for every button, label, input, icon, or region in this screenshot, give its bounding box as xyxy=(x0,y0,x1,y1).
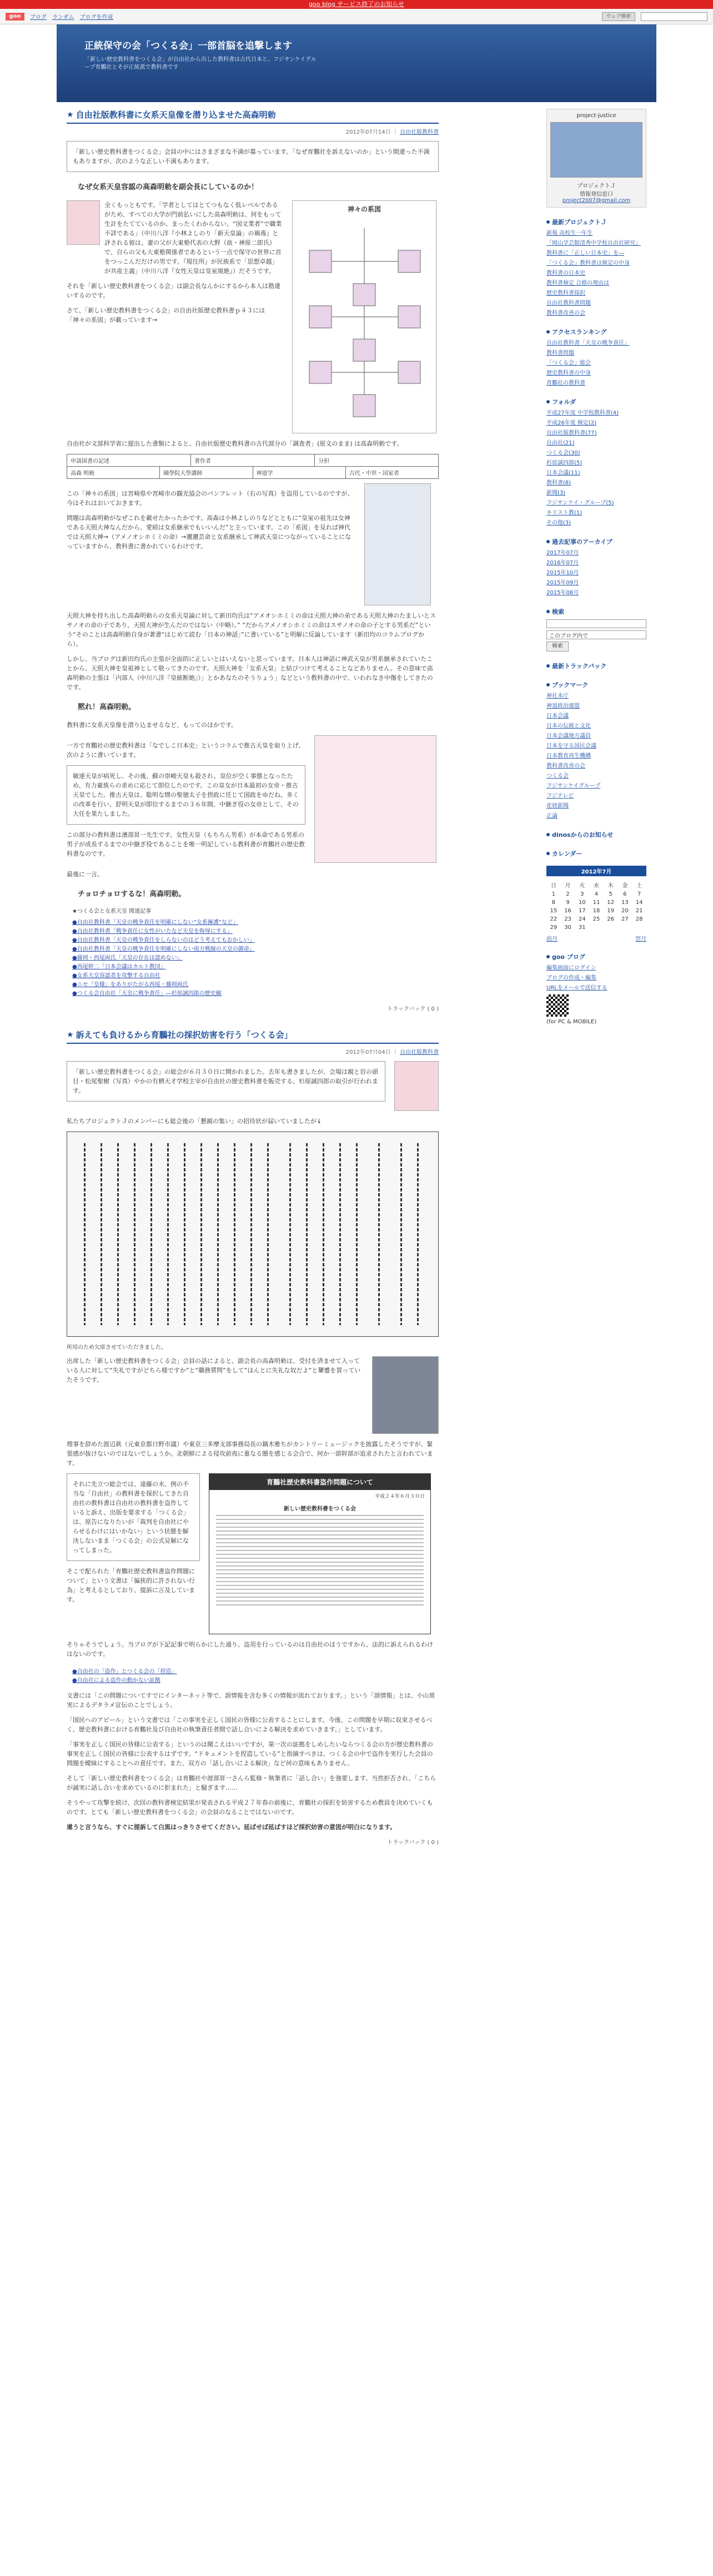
ranking-link[interactable]: 教科書問題 xyxy=(546,350,574,356)
portrait-image xyxy=(67,200,100,245)
paragraph: しかし、当ブログは新田均氏の主張が全面的に正しいとはいえないと思っています。日本人は神話に神武天皇が男系継承されていたことから、天照大神を皇祖神として敬ってきたのです。天照大神を「女系天皇」と結びつけて考えることなどありません。その意味で高森明勅の主張は「内部人（中川八洋『皇統断絶』）」とかあなたのそうりょう」などという教科書の中で、いわれなき中傷をしてきたのです。 xyxy=(67,655,433,691)
table-cell: 高森 明勅 xyxy=(67,467,160,478)
paragraph: この「神々の系図」は宮崎県や宮崎市の観光協会のパンフレット（右の写真）を盗用しているのですが、今はそれはおいておきます。 xyxy=(67,490,354,507)
bullet-icon xyxy=(546,683,550,686)
gnav-item-blog[interactable]: ブログ xyxy=(30,14,47,21)
sidebar-heading: 検索 xyxy=(546,607,646,616)
footer-image xyxy=(67,1862,439,1879)
paragraph: そりゃそうでしょう。当ブログが下記記事で明らかにした通り、盗用を行っているのは自由社のほうですから、法的に訴えられるわけはないのです。 xyxy=(67,1641,433,1658)
paragraph: 違うと言うなら、すぐに提訴して白黒はっきりさせてください。延ばせば延ばすほど採択妨害の意図が明白になります。 xyxy=(67,1824,396,1831)
entry-date: 2012年07月14日 ｜ 自由社版教科書 xyxy=(345,129,439,135)
archive-link[interactable]: 2015年09月 xyxy=(546,580,579,586)
bookmark-link[interactable]: 神社本庁 xyxy=(546,693,569,699)
profile-name: プロジェクトＪ xyxy=(577,183,616,189)
entry xyxy=(67,109,439,1012)
entry-date-text[interactable]: 2012年07月04日 xyxy=(345,1049,391,1055)
star-icon: ★ xyxy=(67,1030,74,1039)
bookmark-link[interactable]: 正論 xyxy=(546,813,558,819)
related-link[interactable]: ●自由社の「盗作」とつくる会の「捏造」 xyxy=(72,1669,177,1675)
related-link[interactable]: ●つくる会自由社「天皇に戦争責任」―杉原誠四郎の歴史観 xyxy=(72,991,222,997)
bullet-icon xyxy=(546,610,550,613)
recent-entry-link[interactable]: 教科書検定 合格の理由は xyxy=(546,280,610,286)
paragraph: そうやって攻撃を続け、次回の教科書検定結果が発表される平成２７年春の前後に、育鵬社の採択を妨害するため教員を決めていくものです。とても「新しい歴史教科書をつくる会」の会員のなることではないのです。 xyxy=(67,1799,433,1816)
folder-link[interactable]: つくる会(30) xyxy=(546,450,580,456)
text-block xyxy=(67,200,283,330)
bullet-icon xyxy=(546,330,550,334)
bookmark-link[interactable]: 神道政治連盟 xyxy=(546,703,580,709)
entry-title-text[interactable]: 自由社版教科書に女系天皇像を潜り込ませた高森明勅 xyxy=(76,110,276,120)
paragraph: そして「新しい歴史教科書をつくる会」は育鵬社や渡部昇一さんら監修・執筆者に「話し合い」を強要します。当然拒否され、「こちらが誠実に話し合いを求めているのに拒まれた」と騒ぎます…… xyxy=(67,1775,436,1791)
paragraph: 一方で育鵬社の歴史教科書は「なでしこ日本史」というコラムで推古天皇を取り上げ、次のように書いています。 xyxy=(67,742,305,759)
goo-blog-links xyxy=(546,964,646,1025)
sidebar-heading: ブックマーク xyxy=(546,680,646,689)
related-links xyxy=(72,1668,439,1685)
doc-title: 育鵬社歴史教科書盗作問題について xyxy=(209,1474,430,1490)
recent-entry-link[interactable]: 教科書の日本史 xyxy=(546,270,585,276)
related-link[interactable]: ●女系天皇容認者を攻撃する自由社 xyxy=(72,973,160,979)
folder-link[interactable]: フジサンケイ・グループ(5) xyxy=(546,500,614,506)
entry-title-text[interactable]: 訴えても負けるから育鵬社の採択妨害を行う「つくる会」 xyxy=(76,1030,293,1040)
bullet-icon xyxy=(546,400,550,403)
bookmark-link[interactable]: 日本会議 xyxy=(546,713,569,719)
trackback-link[interactable]: トラックバック ( 0 ) xyxy=(387,1006,439,1012)
table-cell: 分担 xyxy=(318,458,329,464)
qr-code-icon xyxy=(546,994,569,1017)
heading: なぜ女系天皇容認の高森明勅を副会長にしているのか！ xyxy=(78,183,259,191)
gods-genealogy-image xyxy=(292,200,436,433)
archive-link[interactable]: 2015年10月 xyxy=(546,570,579,576)
table-cell: 古代・中世・国家者 xyxy=(349,471,399,477)
quote-box: 「新しい歴史教科書をつくる会」会員の中にはさまざまな不満が募っています。「なぜ育鵬社を訴えないのか」という間違った不満もありますが、次のような正しい不満もあります。 xyxy=(67,141,439,172)
paragraph: 自由社が文部科学省に提出した書類によると、自由社版歴史教科書の古代部分の「調査者」(原文のまま) は高森明勅です。 xyxy=(67,440,403,447)
bookmark-list xyxy=(546,693,646,820)
quote-box: それに先立つ総会では、遠藤の末、例の不当な「自由社」の教科書を採択してきた自由社の教科書は自由社の教科書を盗作していると訴え、出版を要求する「つくる会」は、原告になりたいが「裁判を自由社にやらせるわけにはいかない」という状態を解決しないまま「つくる会」の公式見解になってしまった。 xyxy=(67,1473,200,1561)
image-caption: 所用のため欠席させていただきました。 xyxy=(67,1345,167,1351)
paragraph: 教科書に女系天皇像を潜り込ませるなど、もってのほかです。 xyxy=(67,721,238,729)
page-wrapper xyxy=(57,24,656,1886)
bookmark-link[interactable]: 日本の伝統と文化 xyxy=(546,723,591,729)
search-scope-select[interactable]: このブログ内で xyxy=(546,630,646,639)
table-cell: 申請図書の記述 xyxy=(67,454,191,466)
global-nav xyxy=(0,9,713,24)
related-link[interactable]: ●自由社教科書「天皇の戦争責任を明確にしない”女系擁護”など」 xyxy=(72,920,239,926)
paragraph: 「事実を正しく国民の皆様に公表する」というのは聞こえはいいですが、第一次の証拠をしめしたいならつくる会の方が歴史教科書の事実を正しく国民の皆様に公表するはずです。“ドキュメントを捏造している”と指摘すべきは、つくる会の中で盗作を実行した会員の問題を曖昧にすることへの責任です。また、双方の「話し合いによる解決」など何の意味もありません。 xyxy=(67,1741,433,1767)
ranking-link[interactable]: 自由社教科書「天皇の戦争責任」 xyxy=(546,340,630,346)
bullet-icon xyxy=(546,833,550,836)
goo-footer-note: (for PC & MOBILE) xyxy=(546,1019,597,1025)
entry-figure-row xyxy=(67,200,439,433)
blog-title[interactable]: 正統保守の会「つくる会」一部首脳を追撃します xyxy=(84,41,292,52)
goo-link[interactable]: 編集画面にログイン xyxy=(546,965,596,971)
folder-link[interactable]: 杉原誠四郎(5) xyxy=(546,460,583,466)
invitation-letter-image xyxy=(67,1132,439,1337)
recent-entries-list xyxy=(546,230,646,317)
folder-list xyxy=(546,410,646,527)
sidebar-heading: 最新トラックバック xyxy=(546,661,646,670)
profile-image xyxy=(550,122,642,178)
blog-search-button[interactable]: 検索 xyxy=(546,642,569,651)
sidebar-heading: 最新プロジェクトＪ xyxy=(546,218,646,226)
bullet-icon xyxy=(546,852,550,855)
archive-link[interactable]: 2017年07月 xyxy=(546,550,579,556)
blog-header xyxy=(57,24,656,102)
sidebar-heading: dinosからのお知らせ xyxy=(546,830,646,839)
recent-entry-link[interactable]: 自由社教科書問題 xyxy=(546,300,591,306)
recent-entry-link[interactable]: 歴史教科書採択 xyxy=(546,290,585,296)
sidebar-heading: 過去記事のアーカイブ xyxy=(546,537,646,546)
entry-date: 2012年07月04日 ｜ 自由社版教科書 xyxy=(345,1049,439,1055)
bullet-icon xyxy=(546,540,550,543)
pamphlet-photo xyxy=(364,483,431,605)
related-link[interactable]: ●自由社による盗作の動かない証拠 xyxy=(72,1678,160,1684)
bookmark-link[interactable]: フジサンケイグループ xyxy=(546,783,601,789)
table-cell: 神道学 xyxy=(253,467,346,478)
related-link[interactable]: ●自由社教科書「戦争責任に女性がいたなど天皇を侮辱にする」 xyxy=(72,928,233,935)
quote-box: 「新しい歴史教科書をつくる会」の総会が６月３０日に開かれました。去年も書きましたが、会場は親と岩の頭目・松尾聖樹（写真）やかの有栖天才学校主宰が自由社の歴史教科書を販売する、杉原誠四郎の取引が行われます。 xyxy=(67,1061,385,1102)
related-link[interactable]: ●ニセ「皇様」をありがたがる西尾・藤岡両氏 xyxy=(72,982,188,988)
calendar-next-link[interactable]: 翌月 xyxy=(635,936,646,942)
sidebar-heading: カレンダー xyxy=(546,849,646,858)
bookmark-link[interactable]: 日本会議地方議員 xyxy=(546,733,591,739)
heading: チョロチョロするな！高森明勅。 xyxy=(78,890,186,898)
service-notice-bar[interactable] xyxy=(0,0,713,9)
related-link[interactable]: ●自由社教科書「天皇の戦争責任をしらないのはどう考えてもおかしい」 xyxy=(72,937,255,943)
related-links xyxy=(72,907,439,998)
goo-link[interactable]: URLをメールで送信する xyxy=(546,985,607,991)
paragraph: 文書には「この問題についてすでにインターネット等で、誤情報を含む多くの情報が流れております。」という「誤情報」とは、小山常実によるデタラメ宣伝のことでしょう。 xyxy=(67,1692,435,1709)
paragraph: そこで配られた「育鵬社歴史教科書盗作問題について」という文書は「偏狭的に許されない行為」と考えるとしており、提訴に言及しています。 xyxy=(67,1568,195,1603)
sidebar xyxy=(546,109,646,1879)
gnav-item-random[interactable]: ランダム xyxy=(52,14,74,21)
paragraph: 私たちプロジェクトＪのメンバーにも総会後の「懇親の集い」の招待状が届いていましたが↓ xyxy=(67,1118,322,1125)
paragraph: 最後に一言。 xyxy=(67,871,103,878)
archive-list xyxy=(546,549,646,597)
textbook-page-image xyxy=(314,735,436,863)
bookmark-link[interactable]: 産経新聞 xyxy=(546,803,569,809)
profile-title: project-justice xyxy=(576,113,616,119)
folder-link[interactable]: 新聞(3) xyxy=(546,490,566,496)
access-ranking-list xyxy=(546,340,646,387)
folder-link[interactable]: 自由社(21) xyxy=(546,440,575,446)
related-link[interactable]: ●藤岡・西尾両氏「天皇の存在は認めない」 xyxy=(72,955,183,961)
paragraph: 問題は高森明勅がなぜこれを載せたかったかです。高森は小林よしのりなどとともに“皇室の祖先は女神である天照大神なんだから、愛続は女系継承でもいいんだ”と主っています。この「系図」を見れば神代では天照大神→（アメノオシホミミの命）→邇邇芸命と女系継承して神武天皇につながっていることになっていますから、教科書に書かれているわけです。 xyxy=(67,514,352,550)
goo-logo[interactable]: goo xyxy=(6,13,24,21)
web-search-button[interactable]: ウェブ検索 xyxy=(602,12,635,21)
service-notice-link[interactable]: goo blog サービス終了のお知らせ xyxy=(309,1,404,8)
document-table xyxy=(67,454,439,479)
trackback-link[interactable]: トラックバック ( 0 ) xyxy=(387,1840,439,1846)
paragraph: さて、「新しい歴史教科書をつくる会」の自由社版歴史教科書ｐ４３には「神々の系図」が載っています→ xyxy=(67,307,265,324)
paragraph: 天照大神を持ち出した高森明勅らの女系天皇論に対して新田均氏は“アメオシホミミの命は天照大神の弟である天照大神のたましいとスサノオの命の子であり、天照大神が生んだのではない（中略）。” “だからアメノオシホミミの命はスサノオの命の子とする男系だ”という“そのことは高森明勅自身が著書“はじめて読む「日本の神話」”に書いている”と明解に反論しています（新田均のコラムブログから）。 xyxy=(67,612,436,648)
bookmark-link[interactable]: 日本を守る国民会議 xyxy=(546,743,596,749)
portrait-image xyxy=(394,1061,439,1111)
related-link[interactable]: ●西尾幹二「日本会議はカルト教団」 xyxy=(72,964,166,970)
paragraph: 全くもっともです。「学者としてはとてつもなく低レベルであるがため、すべての大学が門前払いにした高森明勅は、何をもって生計をたてているのか、まったくわからない。“国文業者”で職業不詳である」（中川八洋『小林よしのり「新天皇論」の禍毒』と評される彼は、妻の父が大東塾代表の大野（故・神原二郎氏）で、自らの父も大東塾関係者であるという一点で保守の世界に首をつっこんだだけの男です。『現住所』が民族系で「思想卓越」が共産主義」（中川八洋『女性天皇は皇室廃絶』）だそうです。 xyxy=(104,201,282,275)
profile-role: 情報発信窓口 xyxy=(580,191,613,198)
plagiarism-statement-image xyxy=(209,1473,431,1634)
calendar-prev-link[interactable]: 前月 xyxy=(546,936,558,942)
recent-entry-link[interactable]: 新報 高校生一年生 xyxy=(546,230,593,236)
goo-link[interactable]: ブログの作成・編集 xyxy=(546,975,596,981)
ranking-link[interactable]: 「つくる会」総会 xyxy=(546,360,591,366)
related-link[interactable]: ●自由社教科書「天皇の戦争責任を明確にしない南方戦線の天皇の御命」 xyxy=(72,946,255,952)
paragraph: この部分の教科書は濱部昇一先生です。女性天皇（もちろん男系）が本命である男系の男子が成長するまでの中継ぎ役であることを唯一明記している教科書が育鵬社の歴史教科書なのです。 xyxy=(67,831,305,857)
folder-link[interactable]: 日本会議(11) xyxy=(546,470,580,476)
sidebar-heading: フォルダ xyxy=(546,397,646,406)
gnav-item-create[interactable]: ブログを作成 xyxy=(79,14,113,21)
content-columns xyxy=(57,102,656,1886)
blog-search-input[interactable] xyxy=(546,619,646,628)
recent-entry-link[interactable]: 教科書改善の会 xyxy=(546,310,585,316)
ranking-link[interactable]: 歴史教科書の中身 xyxy=(546,370,591,376)
recent-entry-link[interactable]: 「岡山学芸館清秀中学校自由社研究」 xyxy=(546,240,641,246)
bookmark-link[interactable]: 日本教育再生機構 xyxy=(546,753,591,759)
folder-link[interactable]: 平成27年度 中学校教科書(4) xyxy=(546,410,619,416)
bullet-icon xyxy=(546,664,550,668)
folder-link[interactable]: 自由社版教科書(77) xyxy=(546,430,597,436)
folder-link[interactable]: 教科書(8) xyxy=(546,480,571,486)
table-cell: 著作者 xyxy=(191,454,315,466)
bullet-icon xyxy=(546,955,550,958)
sidebar-heading: アクセスランキング xyxy=(546,327,646,336)
folder-link[interactable]: その他(3) xyxy=(546,520,571,526)
bullet-icon xyxy=(546,220,550,224)
quote-box: 敏達天皇が病死し、その後、蘇の崇峻天皇も殺され、皇位が空く事態となったため、有力豪族らの求めに応じて即位したのです。この皇女が日本最初の女帝・推古天皇でした。推古天皇は、聡明な甥の聖徳太子を摂政に任じて国政をゆだね、多くの改革を行い、舒明天皇が即位するまでの３６年間、中継ぎ役の女帝として、その大任を果たしました。 xyxy=(67,765,305,825)
recent-entry-link[interactable]: 「つくる会」教科書は検定の中身 xyxy=(546,260,630,266)
speaker-photo xyxy=(372,1356,439,1434)
main-column xyxy=(67,109,439,1879)
profile-mail-link[interactable]: project2007@gmail.com xyxy=(562,198,631,204)
recent-entry-link[interactable]: 教科書に「正しい日本史」を― xyxy=(546,250,624,256)
profile-box xyxy=(546,109,646,208)
calendar: 日 月 火 水 木 金 土 1 2 3 4 5 6 7 8 9 10 11 12 13 14 15 16 17 18 19 20 21 22 23 24 25 26 27 28 29 30 31 xyxy=(550,883,643,931)
doc-org: 新しい歴史教科書をつくる会 xyxy=(284,1506,356,1512)
table-cell: 國學院大學講師 xyxy=(160,467,253,478)
entry-category-link[interactable]: 自由社版教科書 xyxy=(400,129,439,135)
related-links-title: ★つくる会と女系天皇 関連記事 xyxy=(72,908,152,915)
ranking-link[interactable]: 育鵬社の教科書 xyxy=(546,380,585,386)
star-icon: ★ xyxy=(67,110,74,119)
entry-title[interactable] xyxy=(67,109,439,124)
paragraph: 理事を辞めた渡辺眞（元東京都日野市議）や東京三多摩支部事務局長の鍋木雅ちがカントリーミュージックを披露したそうですが、緊張感が抜けないのではないでしょうか。北朝鮮による侵攻前夜に重なる闇を感じる会合で、何か一部幹部が追求されたと言われています。 xyxy=(67,1441,433,1467)
entry-title[interactable] xyxy=(67,1029,439,1044)
bookmark-link[interactable]: フジテレビ xyxy=(546,793,574,799)
calendar-month: 2012年7月 xyxy=(546,866,646,876)
bookmark-link[interactable]: つくる会 xyxy=(546,773,569,779)
folder-link[interactable]: 平成26年度 検定(2) xyxy=(546,420,597,426)
web-search-input[interactable] xyxy=(641,12,707,21)
archive-link[interactable]: 2016年07月 xyxy=(546,560,579,566)
paragraph: 出席した「新しい歴史教科書をつくる会」会員の話によると、副会長の高森明勅は、受付を済ませて入っている人に対して“失礼ですがどちら様ですか”と“職務質問”をして“ほんとに失礼な奴だよ”と顰蹙を買っていたそうです。 xyxy=(67,1357,361,1383)
sidebar-heading: goo ブログ xyxy=(546,952,646,961)
paragraph: それを「新しい歴史教科書をつくる会」は副会長なんかにするから本人は勘違いするのです。 xyxy=(67,282,280,299)
doc-date: 平成２４年６月３０日 xyxy=(374,1494,425,1499)
genealogy-chart-icon xyxy=(293,217,436,428)
entry xyxy=(67,1029,439,1846)
archive-link[interactable]: 2015年08月 xyxy=(546,590,579,596)
paragraph: 「国民へのアピール」という文書では「この事実を正しく国民の皆様に公表することにします。今後、この問題を早期に収束させるべく、歴史教科書における育鵬社及び自由社の執筆責任者間で話し合いによる解決を求めていきます。」としています。 xyxy=(67,1716,433,1733)
entry-category-link[interactable]: 自由社版教科書 xyxy=(400,1049,439,1055)
folder-link[interactable]: キリスト教(1) xyxy=(546,510,582,516)
bookmark-link[interactable]: 教科書改善の会 xyxy=(546,763,585,769)
entry-date-text[interactable]: 2012年07月14日 xyxy=(345,129,391,135)
blog-description: 「新しい歴史教科書をつくる会」が自由社から出した教科書は古代日本と、フジサンケイグループ育鵬社とそが正統派で教科書です xyxy=(84,57,317,70)
genealogy-title: 神々の系図 xyxy=(347,205,381,213)
heading: 黙れ！高森明勅。 xyxy=(78,703,136,711)
